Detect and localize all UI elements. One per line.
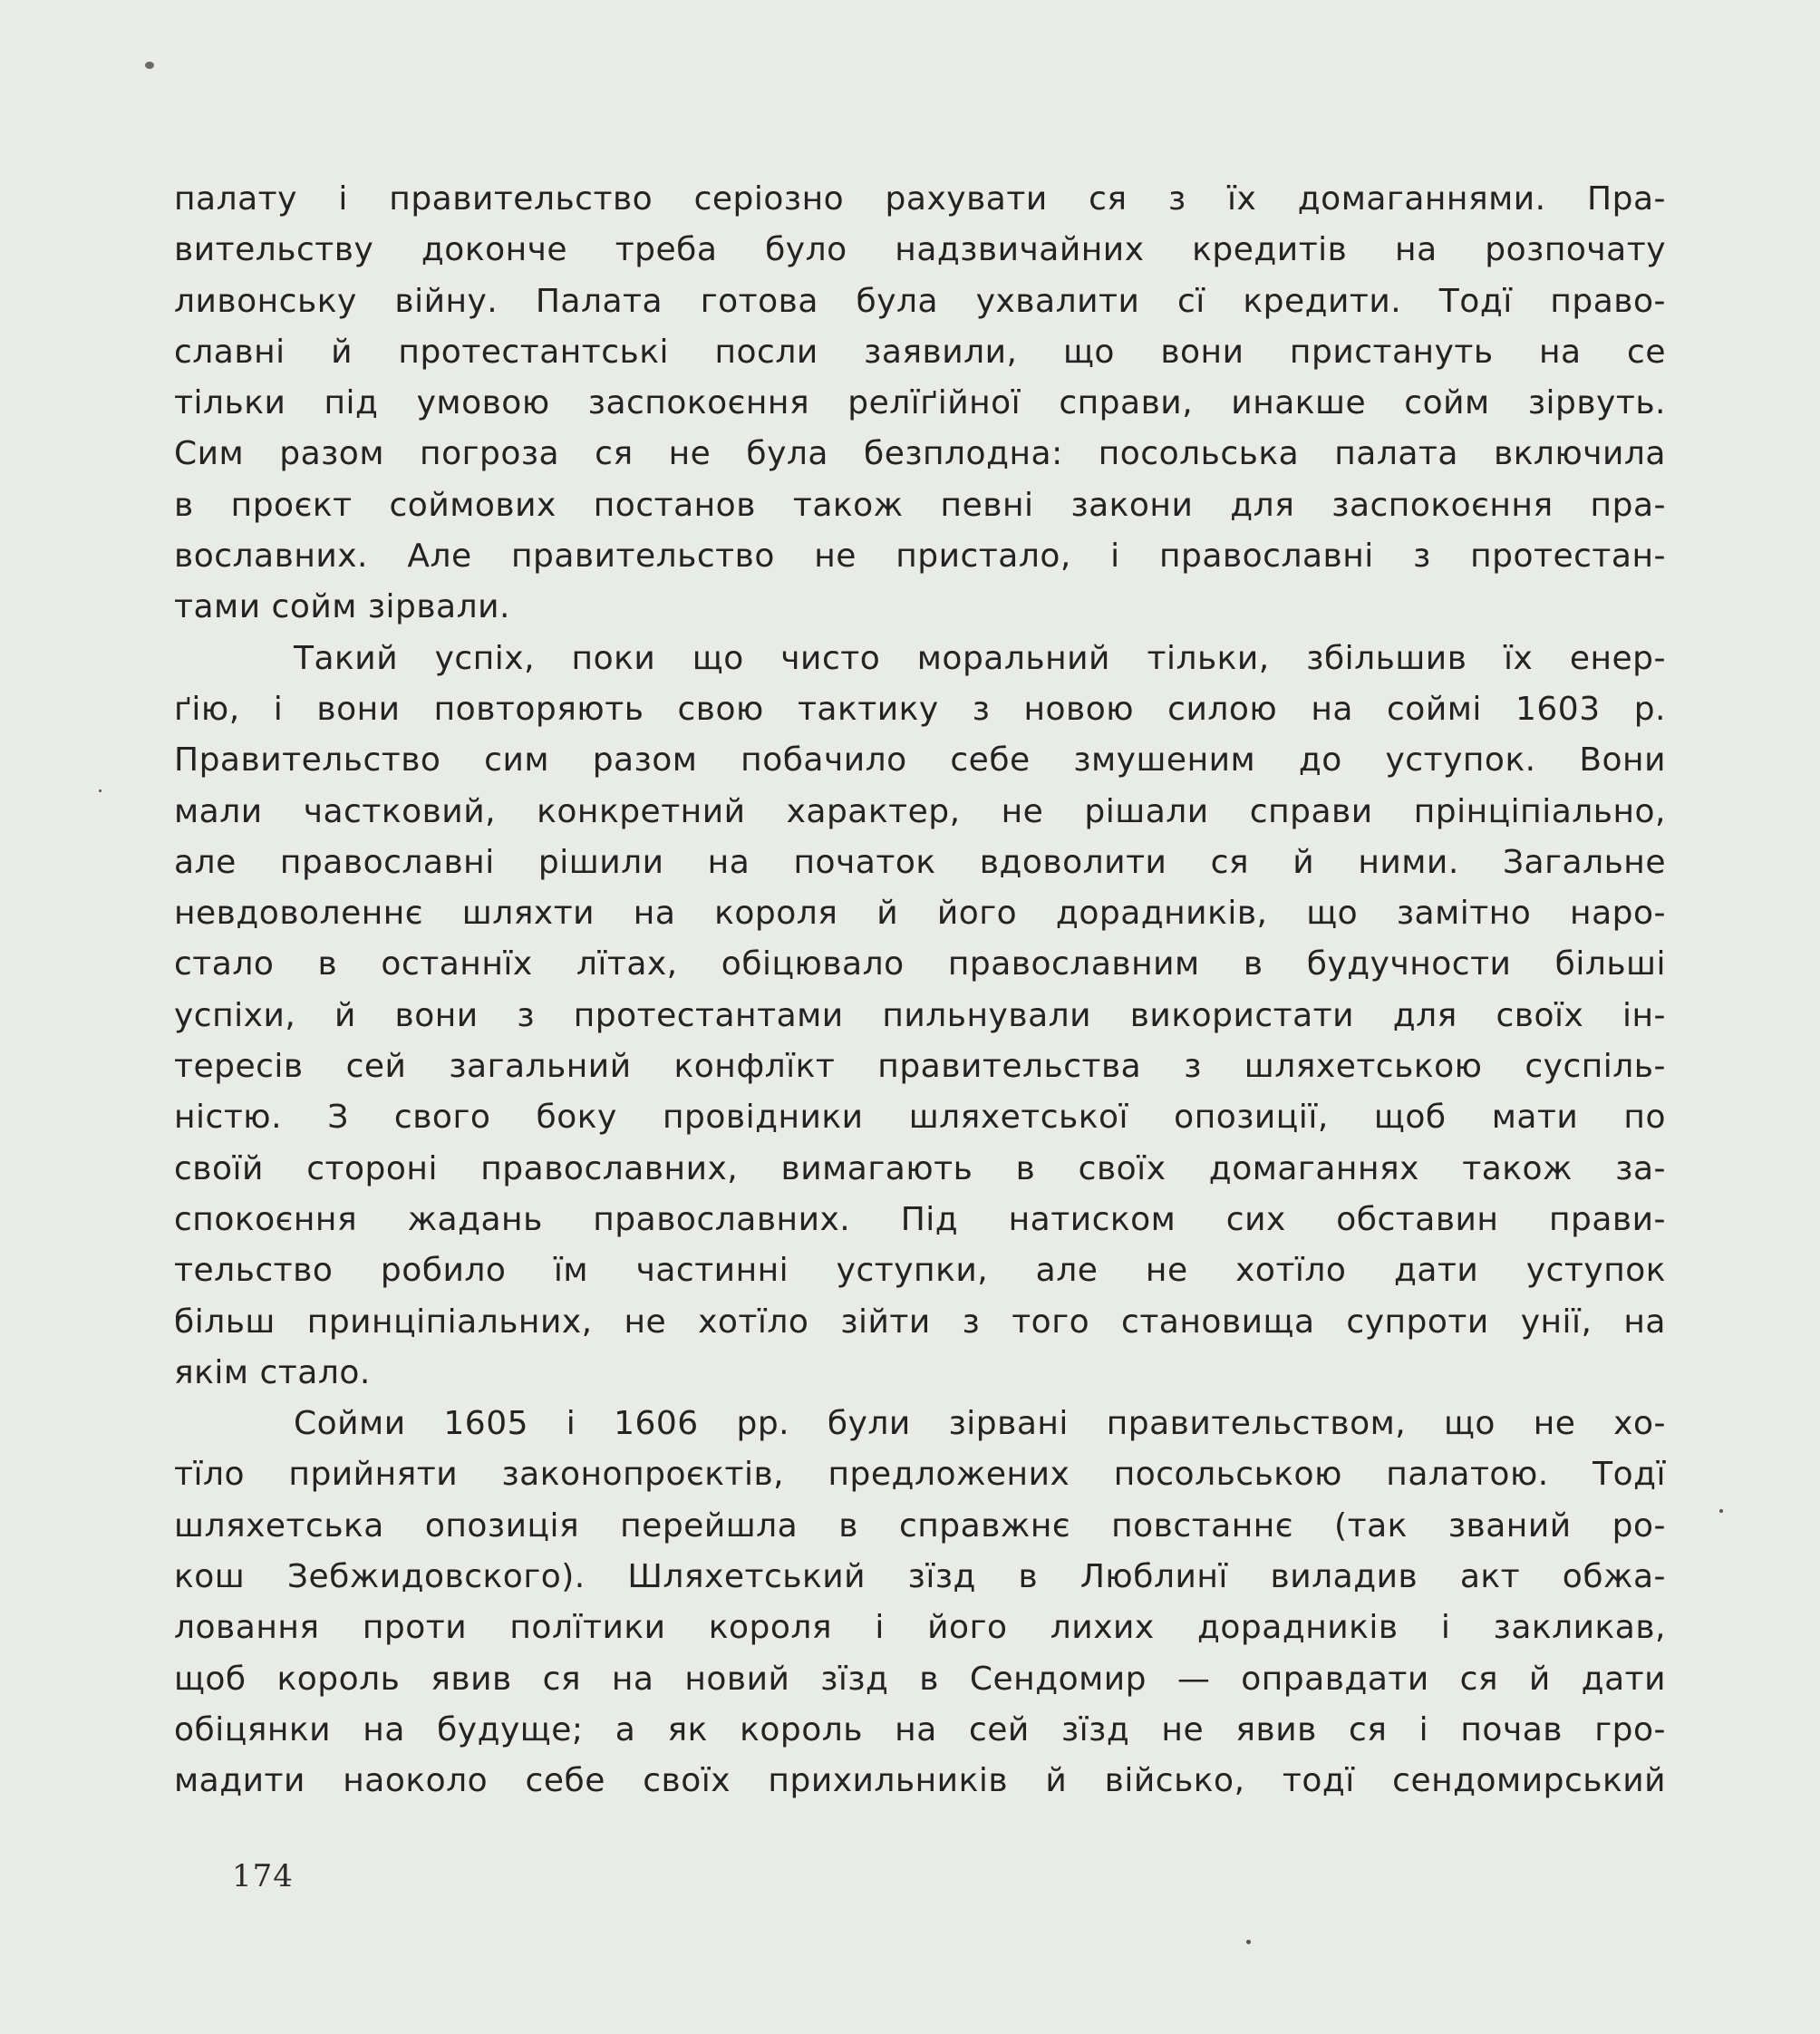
- text-line: ловання проти полїтики короля і його лихих дорадників і закликав,: [174, 1609, 1666, 1647]
- text-line: тересів сей загальний конфлїкт правительства з шляхетською суспіль-: [174, 1048, 1666, 1086]
- scan-speck: [1719, 1509, 1723, 1513]
- text-line: тельство робило їм частинні уступки, але не хотїло дати уступок: [174, 1252, 1666, 1290]
- text-line: спокоєння жадань православних. Під натиском сих обставин прави-: [174, 1200, 1666, 1238]
- text-line: щоб король явив ся на новий зїзд в Сендомир — оправдати ся й дати: [174, 1660, 1666, 1698]
- text-line: в проєкт соймових постанов також певні закони для заспокоєння пра-: [174, 486, 1666, 524]
- text-line: якім стало.: [174, 1353, 371, 1391]
- text-line: тами сойм зірвали.: [174, 588, 510, 626]
- text-line: Такий успіх, поки що чисто моральний тільки, збільшив їх енер-: [294, 639, 1666, 677]
- text-line: обіцянки на будуще; а як король на сей зїзд не явив ся і почав гро-: [174, 1710, 1666, 1748]
- text-line: стало в останнїх лїтах, обіцювало православним в будучности більші: [174, 945, 1666, 983]
- text-line: ністю. З свого боку провідники шляхетської опозиції, щоб мати по: [174, 1099, 1666, 1137]
- page-number: 174: [232, 1858, 294, 1894]
- text-line: славні й протестантські посли заявили, що вони пристануть на се: [174, 333, 1666, 371]
- text-line: Сим разом погроза ся не була безплодна: посольська палата включила: [174, 435, 1666, 473]
- text-line: Правительство сим разом побачило себе змушеним до уступок. Вони: [174, 741, 1666, 780]
- text-line: палату і правительство серіозно рахувати ся з їх домаганнями. Пра-: [174, 180, 1666, 218]
- text-line: ґію, і вони повторяють свою тактику з новою силою на соймі 1603 р.: [174, 690, 1666, 728]
- text-line: вославних. Але правительство не пристало, і православні з протестан-: [174, 538, 1666, 576]
- scan-speck: [1246, 1940, 1251, 1944]
- text-line: Сойми 1605 і 1606 рр. були зірвані правительством, що не хо-: [294, 1405, 1666, 1443]
- text-line: своїй стороні православних, вимагають в своїх домаганнях також за-: [174, 1149, 1666, 1187]
- text-line: більш принціпіальних, не хотїло зійти з того становища супроти унії, на: [174, 1303, 1666, 1341]
- text-line: успіхи, й вони з протестантами пильнували використати для своїх ін-: [174, 996, 1666, 1034]
- text-line: кош Зебжидовского). Шляхетський зїзд в Люблинї виладив акт обжа-: [174, 1558, 1666, 1596]
- text-line: тільки під умовою заспокоєння релїґійної справи, инакше сойм зірвуть.: [174, 384, 1666, 422]
- text-line: ливонську війну. Палата готова була ухвалити сї кредити. Тодї право-: [174, 282, 1666, 320]
- text-line: вительству доконче треба було надзвичайних кредитів на розпочату: [174, 231, 1666, 269]
- text-line: тїло прийняти законопроєктів, предложених посольською палатою. Тодї: [174, 1456, 1666, 1494]
- text-line: мали частковий, конкретний характер, не рішали справи прінціпіально,: [174, 792, 1666, 830]
- text-line: невдоволеннє шляхти на короля й його дорадників, що замітно наро-: [174, 895, 1666, 933]
- scan-speck: [99, 789, 102, 792]
- scan-speck: [145, 62, 154, 69]
- text-line: мадити наоколо себе своїх прихильників й військо, тодї сендомирський: [174, 1762, 1666, 1800]
- body-text: [174, 174, 1666, 1807]
- text-line: але православні рішили на початок вдоволити ся й ними. Загальне: [174, 843, 1666, 881]
- text-line: шляхетська опозиція перейшла в справжнє повстаннє (так званий ро-: [174, 1506, 1666, 1545]
